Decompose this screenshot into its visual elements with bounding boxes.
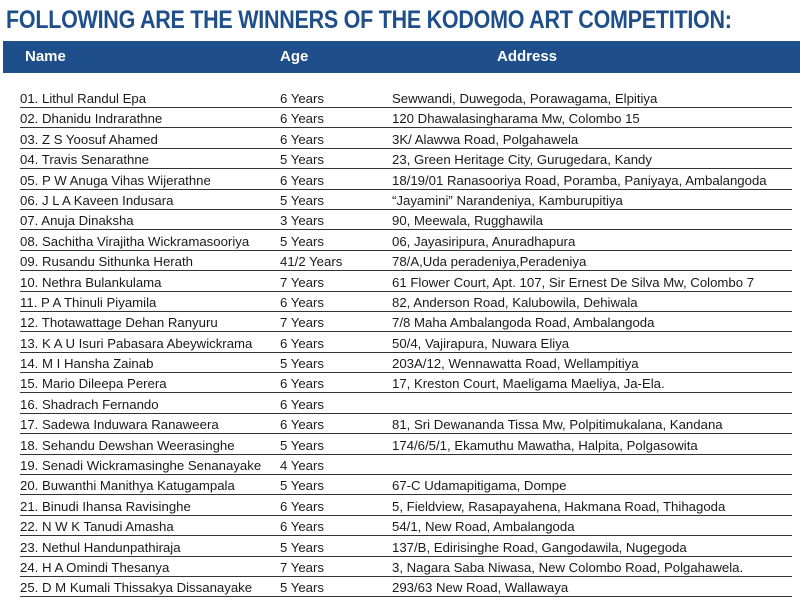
winner-address: 50/4, Vajirapura, Nuwara Eliya bbox=[392, 335, 570, 351]
table-row bbox=[0, 476, 800, 496]
row-underline bbox=[278, 372, 390, 373]
row-underline bbox=[20, 372, 278, 373]
winner-age: 5 Years bbox=[280, 580, 324, 596]
winner-age: 6 Years bbox=[280, 131, 324, 147]
winner-address: Sewwandi, Duwegoda, Porawagama, Elpitiya bbox=[392, 91, 658, 106]
table-row bbox=[0, 538, 800, 558]
winner-age: 6 Years bbox=[280, 376, 324, 392]
table-row bbox=[0, 436, 800, 456]
winner-age: 5 Years bbox=[280, 192, 324, 208]
table-row bbox=[0, 354, 800, 374]
winner-address: 5, Fieldview, Rasapayahena, Hakmana Road, Thihagoda bbox=[392, 498, 726, 514]
winner-name: 14. M I Hansha Zainab bbox=[20, 356, 154, 372]
winner-age: 7 Years bbox=[280, 315, 324, 331]
winner-name: 18. Sehandu Dewshan Weerasinghe bbox=[20, 437, 235, 453]
winner-name: 17. Sadewa Induwara Ranaweera bbox=[20, 417, 219, 433]
row-underline bbox=[278, 311, 390, 312]
winner-name: 09. Rusandu Sithunka Herath bbox=[20, 254, 194, 270]
table-row bbox=[0, 293, 800, 313]
row-underline bbox=[20, 535, 278, 536]
row-underline bbox=[278, 229, 390, 230]
table-row bbox=[0, 395, 800, 415]
winner-age: 6 Years bbox=[280, 417, 324, 433]
table-row bbox=[0, 191, 800, 211]
table-header bbox=[3, 41, 800, 73]
table-row bbox=[0, 252, 800, 272]
row-underline bbox=[278, 474, 390, 475]
winner-name: 16. Shadrach Fernando bbox=[20, 396, 159, 412]
table-row bbox=[0, 130, 800, 150]
row-underline bbox=[20, 392, 278, 393]
winner-name: 01. Lithul Randul Epa bbox=[20, 91, 147, 106]
row-underline bbox=[390, 209, 792, 210]
winner-age: 6 Years bbox=[280, 91, 324, 106]
table-row bbox=[0, 374, 800, 394]
row-underline bbox=[278, 250, 390, 251]
row-underline bbox=[20, 229, 278, 230]
winner-name: 11. P A Thinuli Piyamila bbox=[20, 294, 157, 310]
row-underline bbox=[20, 168, 278, 169]
table-row bbox=[0, 150, 800, 170]
table-row bbox=[0, 313, 800, 333]
row-underline bbox=[390, 189, 792, 190]
winner-name: 05. P W Anuga Vihas Wijerathne bbox=[20, 172, 211, 188]
winner-age: 7 Years bbox=[280, 559, 324, 575]
winner-name: 02. Dhanidu Indrarathne bbox=[20, 111, 163, 127]
winner-address: 81, Sri Dewananda Tissa Mw, Polpitimukalana, Kandana bbox=[392, 417, 723, 433]
table-row bbox=[0, 456, 800, 476]
row-underline bbox=[20, 433, 278, 434]
winner-name: 22. N W K Tanudi Amasha bbox=[20, 519, 174, 535]
row-underline bbox=[20, 331, 278, 332]
winner-name: 12. Thotawattage Dehan Ranyuru bbox=[20, 315, 218, 331]
row-underline bbox=[390, 148, 792, 149]
row-underline bbox=[390, 494, 792, 495]
winner-name: 19. Senadi Wickramasinghe Senanayake bbox=[20, 458, 262, 474]
row-underline bbox=[20, 352, 278, 353]
row-underline bbox=[390, 596, 792, 597]
column-header-address: Address bbox=[497, 48, 558, 65]
row-underline bbox=[20, 474, 278, 475]
row-underline bbox=[390, 270, 792, 271]
row-underline bbox=[390, 372, 792, 373]
winner-name: 24. H A Omindi Thesanya bbox=[20, 559, 170, 575]
row-underline bbox=[390, 352, 792, 353]
row-underline bbox=[278, 168, 390, 169]
row-underline bbox=[278, 189, 390, 190]
row-underline bbox=[20, 291, 278, 292]
winner-address: 3, Nagara Saba Niwasa, New Colombo Road, Polgahawela. bbox=[392, 559, 744, 575]
winner-age: 5 Years bbox=[280, 478, 324, 494]
table-row bbox=[0, 89, 800, 109]
winner-address: 82, Anderson Road, Kalubowila, Dehiwala bbox=[392, 294, 638, 310]
winner-age: 6 Years bbox=[280, 396, 324, 412]
winner-age: 7 Years bbox=[280, 274, 324, 290]
row-underline bbox=[278, 331, 390, 332]
winner-address: 78/A,Uda peradeniya,Peradeniya bbox=[392, 254, 587, 270]
winner-name: 21. Binudi Ihansa Ravisinghe bbox=[20, 498, 191, 514]
row-underline bbox=[278, 392, 390, 393]
row-underline bbox=[278, 433, 390, 434]
row-underline bbox=[278, 270, 390, 271]
row-underline bbox=[278, 352, 390, 353]
row-underline bbox=[20, 148, 278, 149]
row-underline bbox=[390, 392, 792, 393]
row-underline bbox=[390, 107, 792, 108]
row-underline bbox=[20, 107, 278, 108]
row-underline bbox=[278, 454, 390, 455]
row-underline bbox=[390, 311, 792, 312]
row-underline bbox=[278, 413, 390, 414]
row-underline bbox=[278, 107, 390, 108]
winners-list bbox=[0, 89, 800, 599]
row-underline bbox=[20, 270, 278, 271]
row-underline bbox=[390, 127, 792, 128]
winner-name: 10. Nethra Bulankulama bbox=[20, 274, 162, 290]
row-underline bbox=[20, 596, 278, 597]
row-underline bbox=[390, 291, 792, 292]
row-underline bbox=[390, 331, 792, 332]
table-row bbox=[0, 415, 800, 435]
winner-age: 3 Years bbox=[280, 213, 324, 229]
winner-address: 174/6/5/1, Ekamuthu Mawatha, Halpita, Polgasowita bbox=[392, 437, 698, 453]
winner-address: 67-C Udamapitigama, Dompe bbox=[392, 478, 567, 494]
winner-name: 06. J L A Kaveen Indusara bbox=[20, 192, 174, 208]
row-underline bbox=[278, 291, 390, 292]
winner-name: 13. K A U Isuri Pabasara Abeywickrama bbox=[20, 335, 253, 351]
row-underline bbox=[278, 148, 390, 149]
row-underline bbox=[390, 576, 792, 577]
row-underline bbox=[390, 474, 792, 475]
column-header-age: Age bbox=[280, 48, 309, 65]
table-row bbox=[0, 334, 800, 354]
winner-name: 25. D M Kumali Thissakya Dissanayake bbox=[20, 580, 253, 596]
row-underline bbox=[20, 189, 278, 190]
winner-address: 120 Dhawalasingharama Mw, Colombo 15 bbox=[392, 111, 640, 127]
winner-address: 06, Jayasiripura, Anuradhapura bbox=[392, 233, 576, 249]
table-row bbox=[0, 558, 800, 578]
row-underline bbox=[390, 413, 792, 414]
winner-address: 90, Meewala, Rugghawila bbox=[392, 213, 544, 229]
winner-address: 293/63 New Road, Wallawaya bbox=[392, 580, 569, 596]
table-row bbox=[0, 273, 800, 293]
row-underline bbox=[20, 556, 278, 557]
winner-name: 20. Buwanthi Manithya Katugampala bbox=[20, 478, 235, 494]
winner-age: 4 Years bbox=[280, 458, 324, 474]
row-underline bbox=[20, 209, 278, 210]
column-header-name: Name bbox=[25, 48, 66, 65]
winner-address: 3K/ Alawwa Road, Polgahawela bbox=[392, 131, 579, 147]
winner-age: 5 Years bbox=[280, 233, 324, 249]
winner-age: 5 Years bbox=[280, 437, 324, 453]
row-underline bbox=[278, 494, 390, 495]
winner-name: 08. Sachitha Virajitha Wickramasooriya bbox=[20, 233, 250, 249]
row-underline bbox=[390, 168, 792, 169]
row-underline bbox=[390, 535, 792, 536]
winner-address: 203A/12, Wennawatta Road, Wellampitiya bbox=[392, 356, 639, 372]
winner-age: 6 Years bbox=[280, 498, 324, 514]
winner-name: 15. Mario Dileepa Perera bbox=[20, 376, 167, 392]
table-row bbox=[0, 109, 800, 129]
row-underline bbox=[390, 229, 792, 230]
winner-address: 7/8 Maha Ambalangoda Road, Ambalangoda bbox=[392, 315, 655, 331]
page-title: FOLLOWING ARE THE WINNERS OF THE KODOMO ART COMPETITION: bbox=[6, 6, 732, 34]
winner-age: 5 Years bbox=[280, 152, 324, 168]
winner-address: 137/B, Edirisinghe Road, Gangodawila, Nugegoda bbox=[392, 539, 687, 555]
row-underline bbox=[278, 576, 390, 577]
row-underline bbox=[390, 454, 792, 455]
table-row bbox=[0, 171, 800, 191]
row-underline bbox=[278, 515, 390, 516]
row-underline bbox=[20, 127, 278, 128]
winner-name: 07. Anuja Dinaksha bbox=[20, 213, 134, 229]
row-underline bbox=[278, 596, 390, 597]
table-row bbox=[0, 232, 800, 252]
winner-address: 54/1, New Road, Ambalangoda bbox=[392, 519, 575, 535]
row-underline bbox=[278, 556, 390, 557]
winner-age: 5 Years bbox=[280, 539, 324, 555]
winner-address: “Jayamini” Narandeniya, Kamburupitiya bbox=[392, 192, 623, 208]
row-underline bbox=[20, 454, 278, 455]
winner-age: 6 Years bbox=[280, 335, 324, 351]
row-underline bbox=[20, 250, 278, 251]
winner-name: 04. Travis Senarathne bbox=[20, 152, 150, 168]
table-row bbox=[0, 517, 800, 537]
winner-address: 17, Kreston Court, Maeligama Maeliya, Ja-Ela. bbox=[392, 376, 665, 392]
table-row bbox=[0, 578, 800, 598]
row-underline bbox=[20, 576, 278, 577]
winner-age: 6 Years bbox=[280, 172, 324, 188]
row-underline bbox=[20, 413, 278, 414]
table-row bbox=[0, 497, 800, 517]
winner-age: 41/2 Years bbox=[280, 254, 343, 270]
winner-address: 18/19/01 Ranasooriya Road, Poramba, Paniyaya, Ambalangoda bbox=[392, 172, 767, 188]
row-underline bbox=[390, 250, 792, 251]
row-underline bbox=[390, 433, 792, 434]
row-underline bbox=[20, 494, 278, 495]
winner-age: 5 Years bbox=[280, 356, 324, 372]
winner-age: 6 Years bbox=[280, 294, 324, 310]
winner-address: 61 Flower Court, Apt. 107, Sir Ernest De Silva Mw, Colombo 7 bbox=[392, 274, 755, 290]
winner-name: 03. Z S Yoosuf Ahamed bbox=[20, 131, 158, 147]
row-underline bbox=[278, 209, 390, 210]
row-underline bbox=[278, 535, 390, 536]
row-underline bbox=[20, 515, 278, 516]
winner-age: 6 Years bbox=[280, 519, 324, 535]
table-row bbox=[0, 211, 800, 231]
winner-name: 23. Nethul Handunpathiraja bbox=[20, 539, 181, 555]
winner-address: 23, Green Heritage City, Gurugedara, Kandy bbox=[392, 152, 652, 168]
winner-age: 6 Years bbox=[280, 111, 324, 127]
row-underline bbox=[20, 311, 278, 312]
row-underline bbox=[390, 556, 792, 557]
row-underline bbox=[390, 515, 792, 516]
row-underline bbox=[278, 127, 390, 128]
